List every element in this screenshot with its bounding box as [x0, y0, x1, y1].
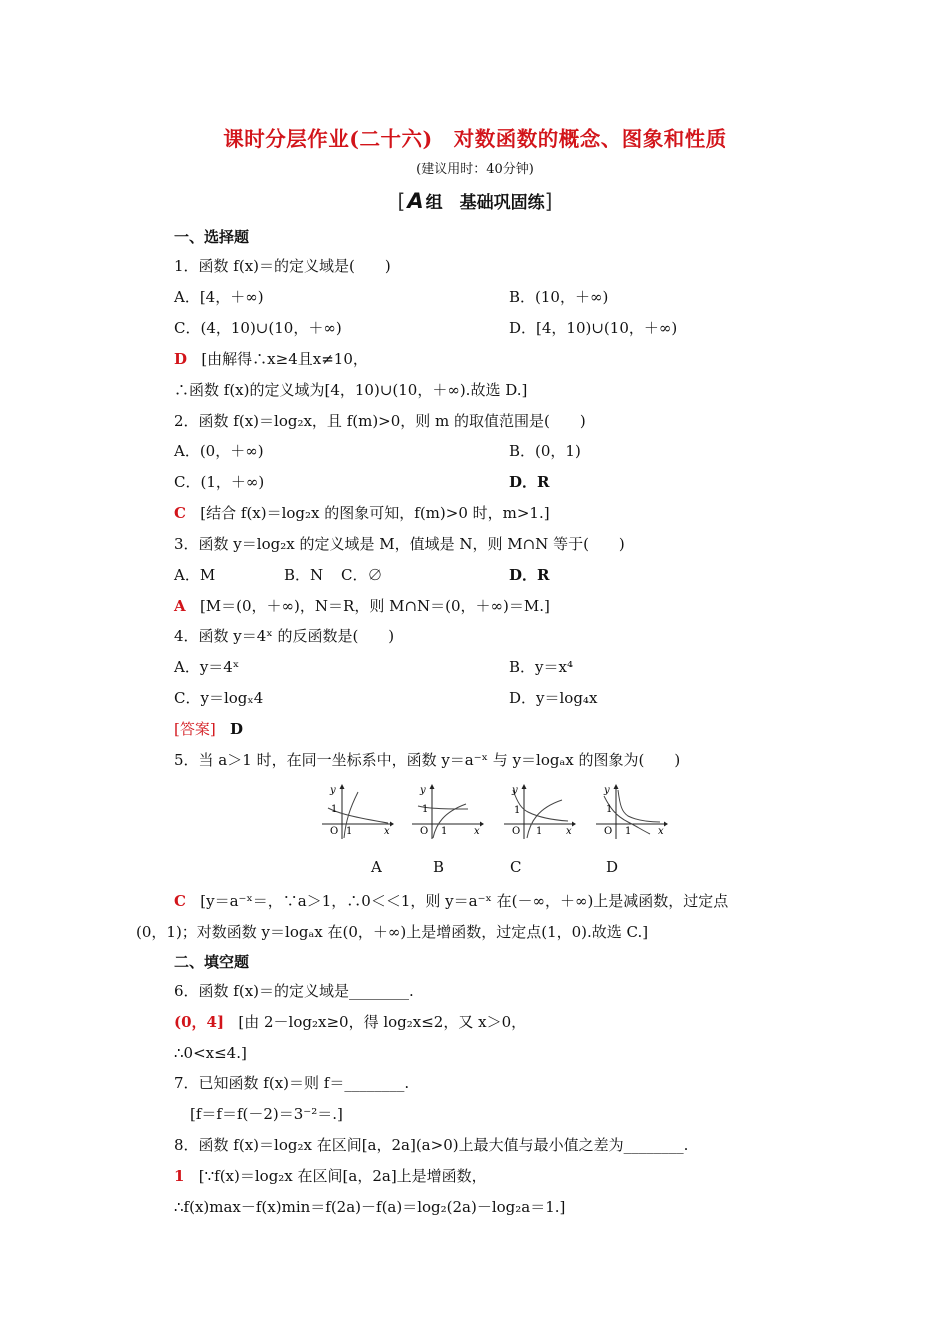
q2-explanation: [结合 f(x)＝log₂x 的图象可知，f(m)>0 时，m>1.] — [200, 504, 550, 522]
q3-option-a: A．M — [174, 566, 216, 584]
q5-explanation-2: (0，1)；对数函数 y＝logₐx 在(0，＋∞)上是增函数，过定点(1，0).故选 C.] — [136, 923, 649, 941]
q4-answer-label: [答案] — [174, 720, 216, 738]
svg-text:O: O — [330, 826, 339, 837]
page-title: 课时分层作业(二十六) 对数函数的概念、图象和性质 — [223, 127, 727, 151]
svg-text:1: 1 — [346, 826, 353, 837]
svg-text:y: y — [512, 785, 518, 796]
q8-answer-line — [174, 1166, 487, 1186]
q3-explanation: [M＝(0，＋∞)，N＝R，则 M∩N＝(0，＋∞)＝M.] — [199, 597, 550, 615]
q1-explanation: [由解得∴x≥4且x≠10， — [201, 350, 368, 368]
q8-explanation-2: ∴f(x)max－f(x)min＝f(2a)－f(a)＝log₂(2a)－log₂a＝1.] — [174, 1198, 566, 1216]
q8-explanation: [∵f(x)＝log₂x 在区间[a，2a]上是增函数， — [198, 1167, 487, 1185]
q5-answer-line — [174, 891, 728, 911]
svg-text:1: 1 — [606, 804, 613, 815]
q1-explanation-2: ∴函数 f(x)的定义域为[4，10)∪(10，＋∞).故选 D.] — [174, 381, 528, 399]
svg-text:O: O — [420, 826, 429, 837]
q3-option-d: D．R — [509, 566, 550, 584]
q6-answer-line — [174, 1012, 526, 1032]
q2-answer-line — [174, 503, 550, 523]
q3-answer-line — [174, 596, 550, 616]
q6-explanation-2: ∴0<x≤4.] — [174, 1044, 247, 1062]
q4-option-a: A．y＝4ˣ — [174, 658, 240, 676]
q4-option-c: C．y＝logₓ4 — [174, 689, 264, 707]
q4-answer: D — [230, 720, 244, 738]
q6-answer: (0，4] — [174, 1013, 225, 1031]
q3-option-b: B．N — [284, 566, 324, 584]
q8-stem: 8．函数 f(x)＝log₂x 在区间[a，2a](a>0)上最大值与最小值之差为________. — [174, 1136, 689, 1154]
q5-graph-b — [408, 782, 484, 840]
q5-graph-a — [318, 782, 394, 840]
section-fill: 二、填空题 — [174, 953, 250, 971]
group-header: [A 组 基础巩固练] — [397, 189, 553, 213]
svg-text:1: 1 — [625, 826, 632, 837]
q1-answer: D — [174, 350, 188, 368]
q2-option-b: B．(0，1) — [509, 442, 581, 460]
q5-label-b: B — [433, 858, 445, 876]
q5-label-d: D — [606, 858, 619, 876]
q4-answer-line — [174, 719, 243, 739]
q1-option-c: C．(4，10)∪(10，＋∞) — [174, 319, 342, 337]
q5-explanation: [y＝a⁻ˣ＝，∵a＞1，∴0＜＜1，则 y＝a⁻ˣ 在(－∞，＋∞)上是减函数，过定点 — [200, 892, 729, 910]
svg-text:x: x — [384, 826, 390, 837]
q8-answer: 1 — [174, 1167, 185, 1185]
q2-answer: C — [174, 504, 186, 522]
svg-text:x: x — [566, 826, 572, 837]
q4-stem: 4．函数 y＝4ˣ 的反函数是( ) — [174, 627, 395, 645]
q5-label-c: C — [510, 858, 522, 876]
q3-option-c: C．∅ — [341, 566, 383, 584]
svg-text:x: x — [658, 826, 664, 837]
q6-explanation: [由 2－log₂x≥0，得 log₂x≤2，又 x＞0， — [238, 1013, 527, 1031]
svg-text:1: 1 — [536, 826, 543, 837]
svg-text:1: 1 — [514, 805, 521, 816]
q5-graph-c — [500, 782, 576, 840]
q1-option-d: D．[4，10)∪(10，＋∞) — [509, 319, 678, 337]
svg-text:y: y — [604, 785, 610, 796]
q4-option-b: B．y＝x⁴ — [509, 658, 573, 676]
section-choice: 一、选择题 — [174, 228, 250, 246]
svg-text:x: x — [474, 826, 480, 837]
q5-stem: 5．当 a＞1 时，在同一坐标系中，函数 y＝a⁻ˣ 与 y＝logₐx 的图象为( ) — [174, 751, 681, 769]
q1-option-b: B．(10，＋∞) — [509, 288, 609, 306]
q5-label-a: A — [371, 858, 382, 876]
svg-text:1: 1 — [441, 826, 448, 837]
svg-text:O: O — [604, 826, 613, 837]
q1-option-a: A．[4，＋∞) — [174, 288, 264, 306]
svg-text:1: 1 — [422, 804, 429, 815]
q7-explanation: [f＝f＝f(－2)＝3⁻²＝.] — [190, 1105, 343, 1123]
q6-stem: 6．函数 f(x)＝的定义域是________. — [174, 982, 414, 1000]
q7-stem: 7．已知函数 f(x)＝则 f＝________. — [174, 1074, 410, 1092]
q5-answer: C — [174, 892, 186, 910]
svg-text:y: y — [420, 785, 426, 796]
q3-stem: 3．函数 y＝log₂x 的定义域是 M，值域是 N，则 M∩N 等于( ) — [174, 535, 625, 553]
q2-option-d: D．R — [509, 473, 550, 491]
q3-answer: A — [174, 597, 186, 615]
q1-stem: 1．函数 f(x)＝的定义域是( ) — [174, 257, 391, 275]
q2-option-a: A．(0，＋∞) — [174, 442, 264, 460]
svg-text:y: y — [330, 785, 336, 796]
svg-text:O: O — [512, 826, 521, 837]
q1-answer-line — [174, 349, 368, 369]
q2-option-c: C．(1，＋∞) — [174, 473, 265, 491]
svg-text:1: 1 — [331, 804, 338, 815]
q5-graph-d — [592, 782, 668, 840]
q2-stem: 2．函数 f(x)＝log₂x，且 f(m)>0，则 m 的取值范围是( ) — [174, 412, 586, 430]
q4-option-d: D．y＝log₄x — [509, 689, 598, 707]
suggested-time: (建议用时：40分钟) — [416, 162, 534, 177]
